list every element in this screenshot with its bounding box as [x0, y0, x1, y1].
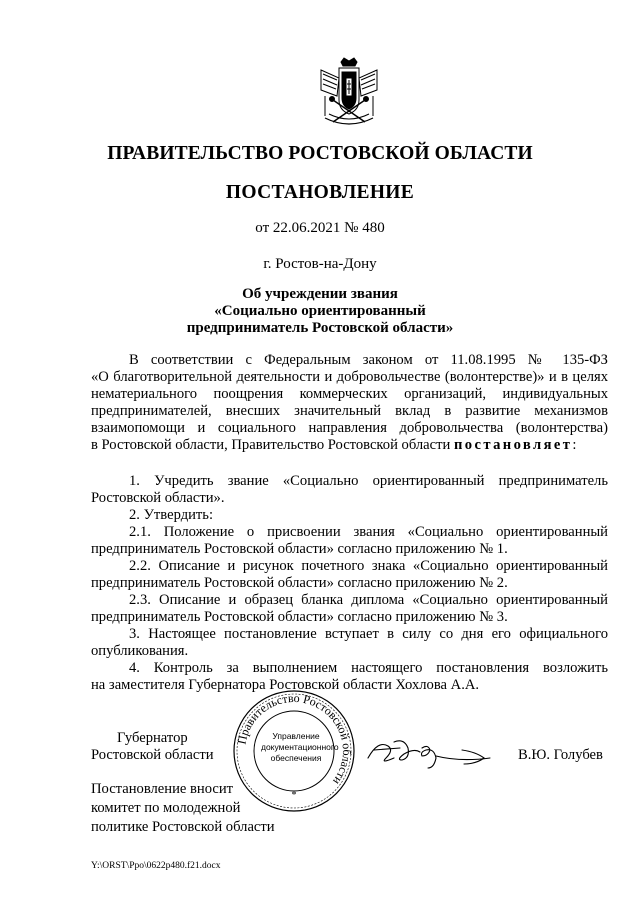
stamp-ring-text: Правительство Ростовской области [234, 690, 355, 788]
stamp-inner-text [261, 731, 339, 764]
city-line: г. Ростов-на-Дону [263, 256, 377, 272]
government-title: ПРАВИТЕЛЬСТВО РОСТОВСКОЙ ОБЛАСТИ [107, 143, 533, 164]
stamp-inner-line: Управление [272, 731, 320, 741]
item-3-line: опубликования. [91, 643, 189, 659]
signatory-role-line-1: Губернатор [117, 730, 188, 746]
preamble-line: «О благотворительной деятельности и добровольчестве (волонтерстве)» и в целях [91, 369, 608, 385]
item-2-2-line: предприниматель Ростовской области» согласно приложению № 2. [91, 575, 508, 591]
item-2-3-line: 2.3. Описание и образец бланка диплома «Социально ориентированный [129, 592, 608, 608]
item-4-line: на заместителя Губернатора Ростовской области Хохлова А.А. [91, 677, 480, 693]
signatory-role-line-2: Ростовской области [91, 747, 214, 763]
preamble-line: В соответствии с Федеральным законом от 11.08.1995 № 135-ФЗ [129, 352, 608, 368]
item-2-3-line: предприниматель Ростовской области» согласно приложению № 3. [91, 609, 508, 625]
subject-line-1: Об учреждении звания [242, 286, 398, 302]
date-number-line: от 22.06.2021 № 480 [255, 220, 385, 236]
submitted-line-2: комитет по молодежной [91, 800, 241, 816]
item-2-line: 2. Утвердить: [129, 507, 214, 523]
preamble-line: нематериального поощрения коммерческих организаций, индивидуальных [91, 386, 608, 402]
preamble-line: взаимопомощи и социального направления добровольчества (волонтерства) [91, 420, 608, 436]
preamble-last-text: в Ростовской области, Правительство Ростовской области [91, 437, 454, 453]
handwritten-signature-icon [364, 728, 494, 776]
decree-items [91, 473, 608, 694]
item-1-line: 1. Учредить звание «Социально ориентированный предприниматель [129, 473, 608, 489]
document-type-title: ПОСТАНОВЛЕНИЕ [225, 182, 415, 203]
item-3-line: 3. Настоящее постановление вступает в силу со дня его официального [129, 626, 608, 642]
file-path-footer: Y:\ORST\Ppo\0622p480.f21.docx [91, 861, 221, 871]
decree-colon: : [572, 437, 577, 453]
coat-of-arms-icon [311, 56, 387, 132]
subject-line-3: предприниматель Ростовской области» [186, 320, 454, 336]
submitted-line-3: политике Ростовской области [91, 819, 275, 835]
item-1-line: Ростовской области». [91, 490, 225, 506]
preamble-paragraph [91, 352, 608, 454]
preamble-line-last [91, 437, 608, 454]
preamble-line: предпринимателей, внесших значительный вклад в развитие механизмов [91, 403, 608, 419]
item-2-1-line: предприниматель Ростовской области» согласно приложению № 1. [91, 541, 508, 557]
document-subject [0, 286, 640, 337]
subject-line-2: «Социально ориентированный [214, 303, 426, 319]
submitted-line-1: Постановление вносит [91, 781, 234, 797]
signer-name: В.Ю. Голубев [518, 747, 603, 763]
decree-word: постановляет [453, 437, 573, 453]
item-2-1-line: 2.1. Положение о присвоении звания «Социально ориентированный [129, 524, 608, 540]
signatory-role [91, 730, 214, 764]
stamp-inner-line: документационного [261, 742, 339, 752]
item-4-line: 4. Контроль за выполнением настоящего постановления возложить [129, 660, 608, 676]
submitted-by-block [91, 780, 275, 837]
stamp-inner-line: обеспечения [270, 753, 322, 763]
item-2-2-line: 2.2. Описание и рисунок почетного знака «Социально ориентированный [129, 558, 608, 574]
svg-text:*: * [291, 790, 297, 801]
